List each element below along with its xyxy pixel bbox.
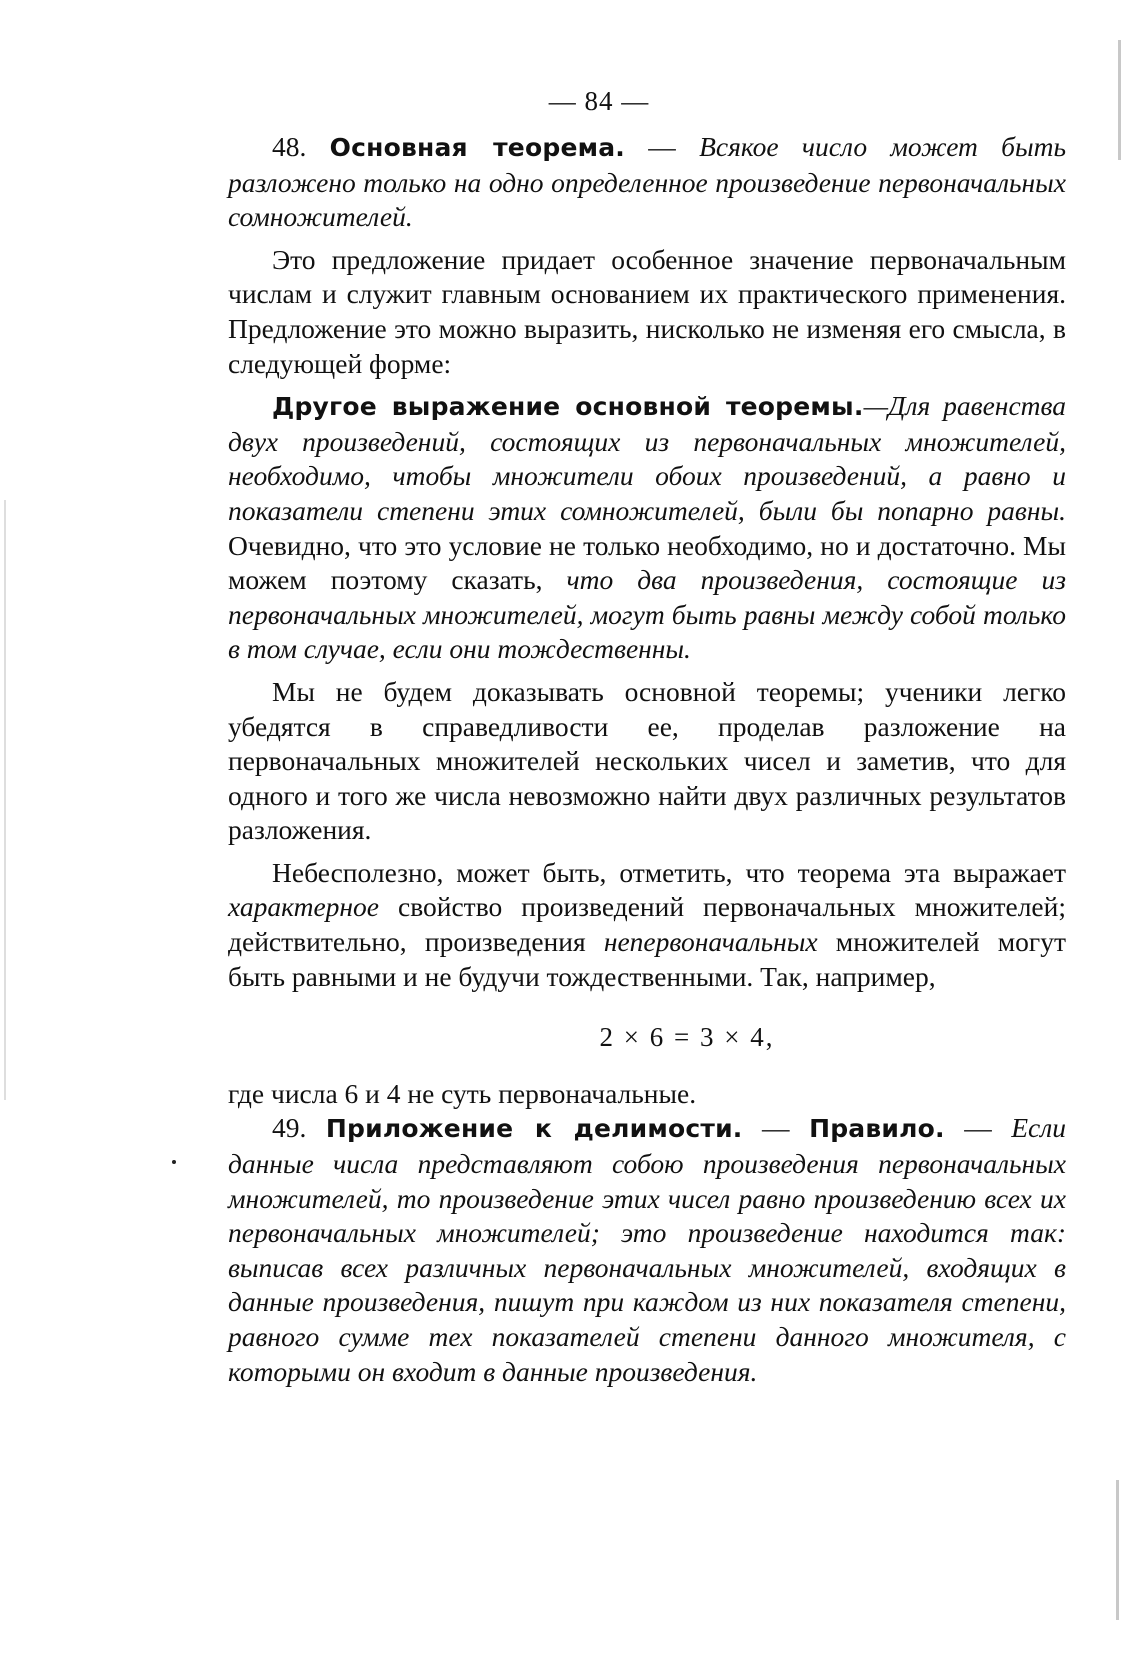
paragraph-2-title: Другое выражение основной теоремы. xyxy=(272,392,864,422)
section-49-title: Приложение к делимости. xyxy=(325,1114,743,1144)
section-48-dash: — xyxy=(625,131,700,162)
section-48-number: 48. xyxy=(272,131,307,162)
section-48-statement: Всякое число может быть разложено только на одно определенное произведение первоначальных сомножителей. xyxy=(228,131,1067,233)
paragraph-4-part-b: характерное xyxy=(228,891,380,923)
paragraph-4-part-d: непервоначальных xyxy=(603,926,818,958)
paragraph-3: Мы не будем доказывать основной теоремы; ученики легко убедятся в справедливости ее, проделав разложение на первоначальных множителей нескольких чисел и заметив, что для одного и того же числа невозможно найти двух различных результатов разложения. xyxy=(228,675,1066,846)
paragraph-5: где числа 6 и 4 не суть первоначальные. xyxy=(228,1077,697,1109)
paragraph-4-part-a: Небесполезно, может быть, отметить, что теорема эта выражает xyxy=(272,856,1066,888)
paragraph-2 xyxy=(228,389,1066,667)
paragraph-2-italic-1: Для равенства двух произведений, состоящих из первоначальных множителей, необходимо, чтобы множители обоих произведений, а равно и показатели степени этих сомножителей, были бы попарно равны. xyxy=(228,390,1067,526)
page-body xyxy=(228,130,1066,1389)
scan-speck xyxy=(4,500,6,1100)
paragraph-4 xyxy=(228,856,1066,994)
page-number: — 84 — xyxy=(548,86,650,116)
paragraph-4-part-c: свойство произведений первоначальных множителей; действительно, произведения xyxy=(228,891,1066,958)
paragraph-2-italic-2: что два произведения, состоящие из первоначальных множителей, могут быть равны между собой только в том случае, если они тождественны. xyxy=(228,564,1066,665)
section-49-dash-2: — xyxy=(944,1112,1012,1144)
paragraph-2-dash: — xyxy=(863,390,889,422)
paragraph-2-normal-1: Очевидно, что это условие не только необходимо, но и достаточно. Мы можем поэтому сказать, xyxy=(228,529,1066,596)
scan-speck xyxy=(1118,40,1121,160)
section-49-rule-label: Правило. xyxy=(809,1114,945,1144)
section-48 xyxy=(228,130,1066,235)
section-49-number: 49. xyxy=(272,1112,307,1144)
section-48-title: Основная теорема. xyxy=(329,133,625,162)
paragraph-1: Это предложение придает особенное значение первоначальным числам и служит главным основанием их практического применения. Предложение это можно выразить, нисколько не изменяя его смысла, в следующей форме: xyxy=(228,243,1066,379)
paragraph-4-part-e: множителей могут быть равными и не будучи тождественными. Так, например, xyxy=(228,926,1066,992)
section-49 xyxy=(228,1111,1066,1389)
scan-speck xyxy=(1116,1480,1119,1620)
section-49-statement: Если данные числа представляют собою произведения первоначальных множителей, то произведение этих чисел равно произведению всех их первоначальных множителей; это произведение находится так: выписав всех различных первоначальных множителей, входящих в данные произведения, пишут при каждом из них показателя степени, равного сумме тех показателей степени данного множителя, с которыми он входит в данные произведения. xyxy=(228,1112,1066,1387)
formula: 2 × 6 = 3 × 4, xyxy=(599,1022,775,1053)
section-49-dash-1: — xyxy=(742,1112,810,1144)
scan-speck xyxy=(172,1160,176,1164)
